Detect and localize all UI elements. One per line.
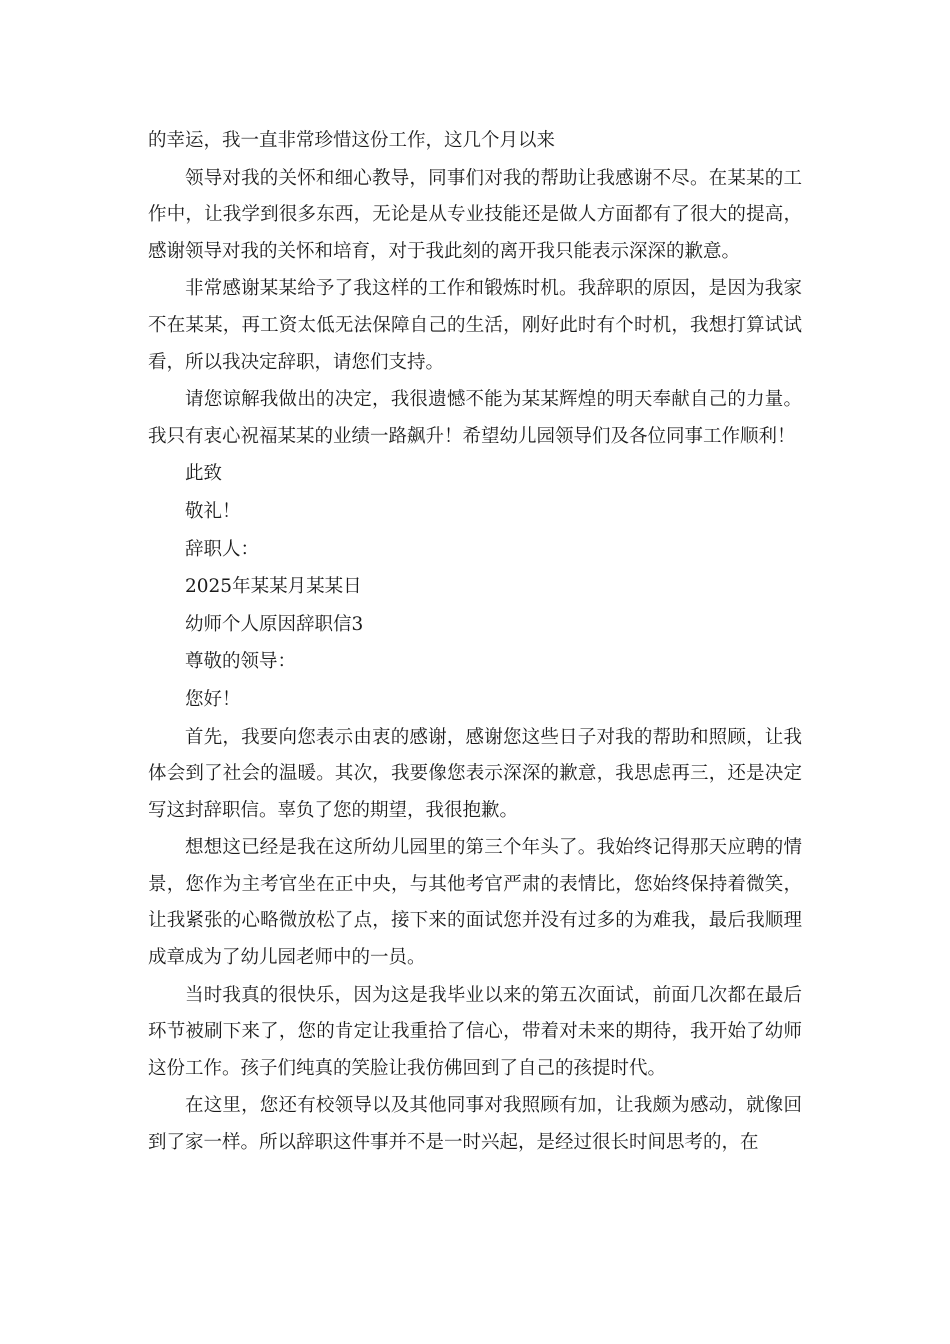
paragraph-joy: 当时我真的很快乐，因为这是我毕业以来的第五次面试，前面几次都在最后环节被刷下来了，您的肯定让我重拾了信心，带着对未来的期待，我开始了幼师这份工作。孩子们纯真的笑脸让我仿佛回到了自己的孩提时代。 bbox=[148, 984, 802, 1079]
greeting-addressee: 尊敬的领导： bbox=[185, 651, 297, 673]
closing-salutation: 此致 bbox=[185, 463, 223, 485]
paragraph-reason: 非常感谢某某给予了我这样的工作和锻炼时机。我辞职的原因，是因为我家不在某某，再工资太低无法保障自己的生活，刚好此时有个时机，我想打算试试看，所以我决定辞职，请您们支持。 bbox=[148, 278, 802, 373]
paragraph-thanks: 首先，我要向您表示由衷的感谢，感谢您这些日子对我的帮助和照顾，让我体会到了社会的温暖。其次，我要像您表示深深的歉意，我思虑再三，还是决定写这封辞职信。辜负了您的期望，我很抱歉。 bbox=[148, 726, 802, 821]
paragraph-memories: 想想这已经是我在这所幼儿园里的第三个年头了。我始终记得那天应聘的情景，您作为主考官坐在正中央，与其他考官严肃的表情比，您始终保持着微笑，让我紧张的心略微放松了点，接下来的面试您并没有过多的为难我，最后我顺理成章成为了幼儿园老师中的一员。 bbox=[148, 837, 802, 969]
paragraph-care: 在这里，您还有校领导以及其他同事对我照顾有加，让我颇为感动，就像回到了家一样。所以辞职这件事并不是一时兴起，是经过很长时间思考的，在 bbox=[148, 1095, 802, 1154]
letter-date: 2025年某某月某某日 bbox=[185, 576, 362, 598]
paragraph-gratitude: 领导对我的关怀和细心教导，同事们对我的帮助让我感谢不尽。在某某的工作中，让我学到很多东西，无论是从专业技能还是做人方面都有了很大的提高，感谢领导对我的关怀和培育，对于我此刻的离开我只能表示深深的歉意。 bbox=[148, 167, 802, 262]
greeting-hello: 您好！ bbox=[185, 688, 241, 710]
paragraph-continuation: 的幸运，我一直非常珍惜这份工作，这几个月以来 bbox=[148, 130, 556, 151]
letter-body bbox=[148, 123, 802, 1163]
closing-regards: 敬礼！ bbox=[185, 500, 241, 522]
section-title: 幼师个人原因辞职信3 bbox=[185, 613, 364, 635]
signature-label: 辞职人： bbox=[185, 538, 260, 560]
paragraph-wishes: 请您谅解我做出的决定，我很遗憾不能为某某辉煌的明天奉献自己的力量。我只有衷心祝福某某的业绩一路飙升！希望幼儿园领导们及各位同事工作顺利！ bbox=[148, 389, 802, 447]
